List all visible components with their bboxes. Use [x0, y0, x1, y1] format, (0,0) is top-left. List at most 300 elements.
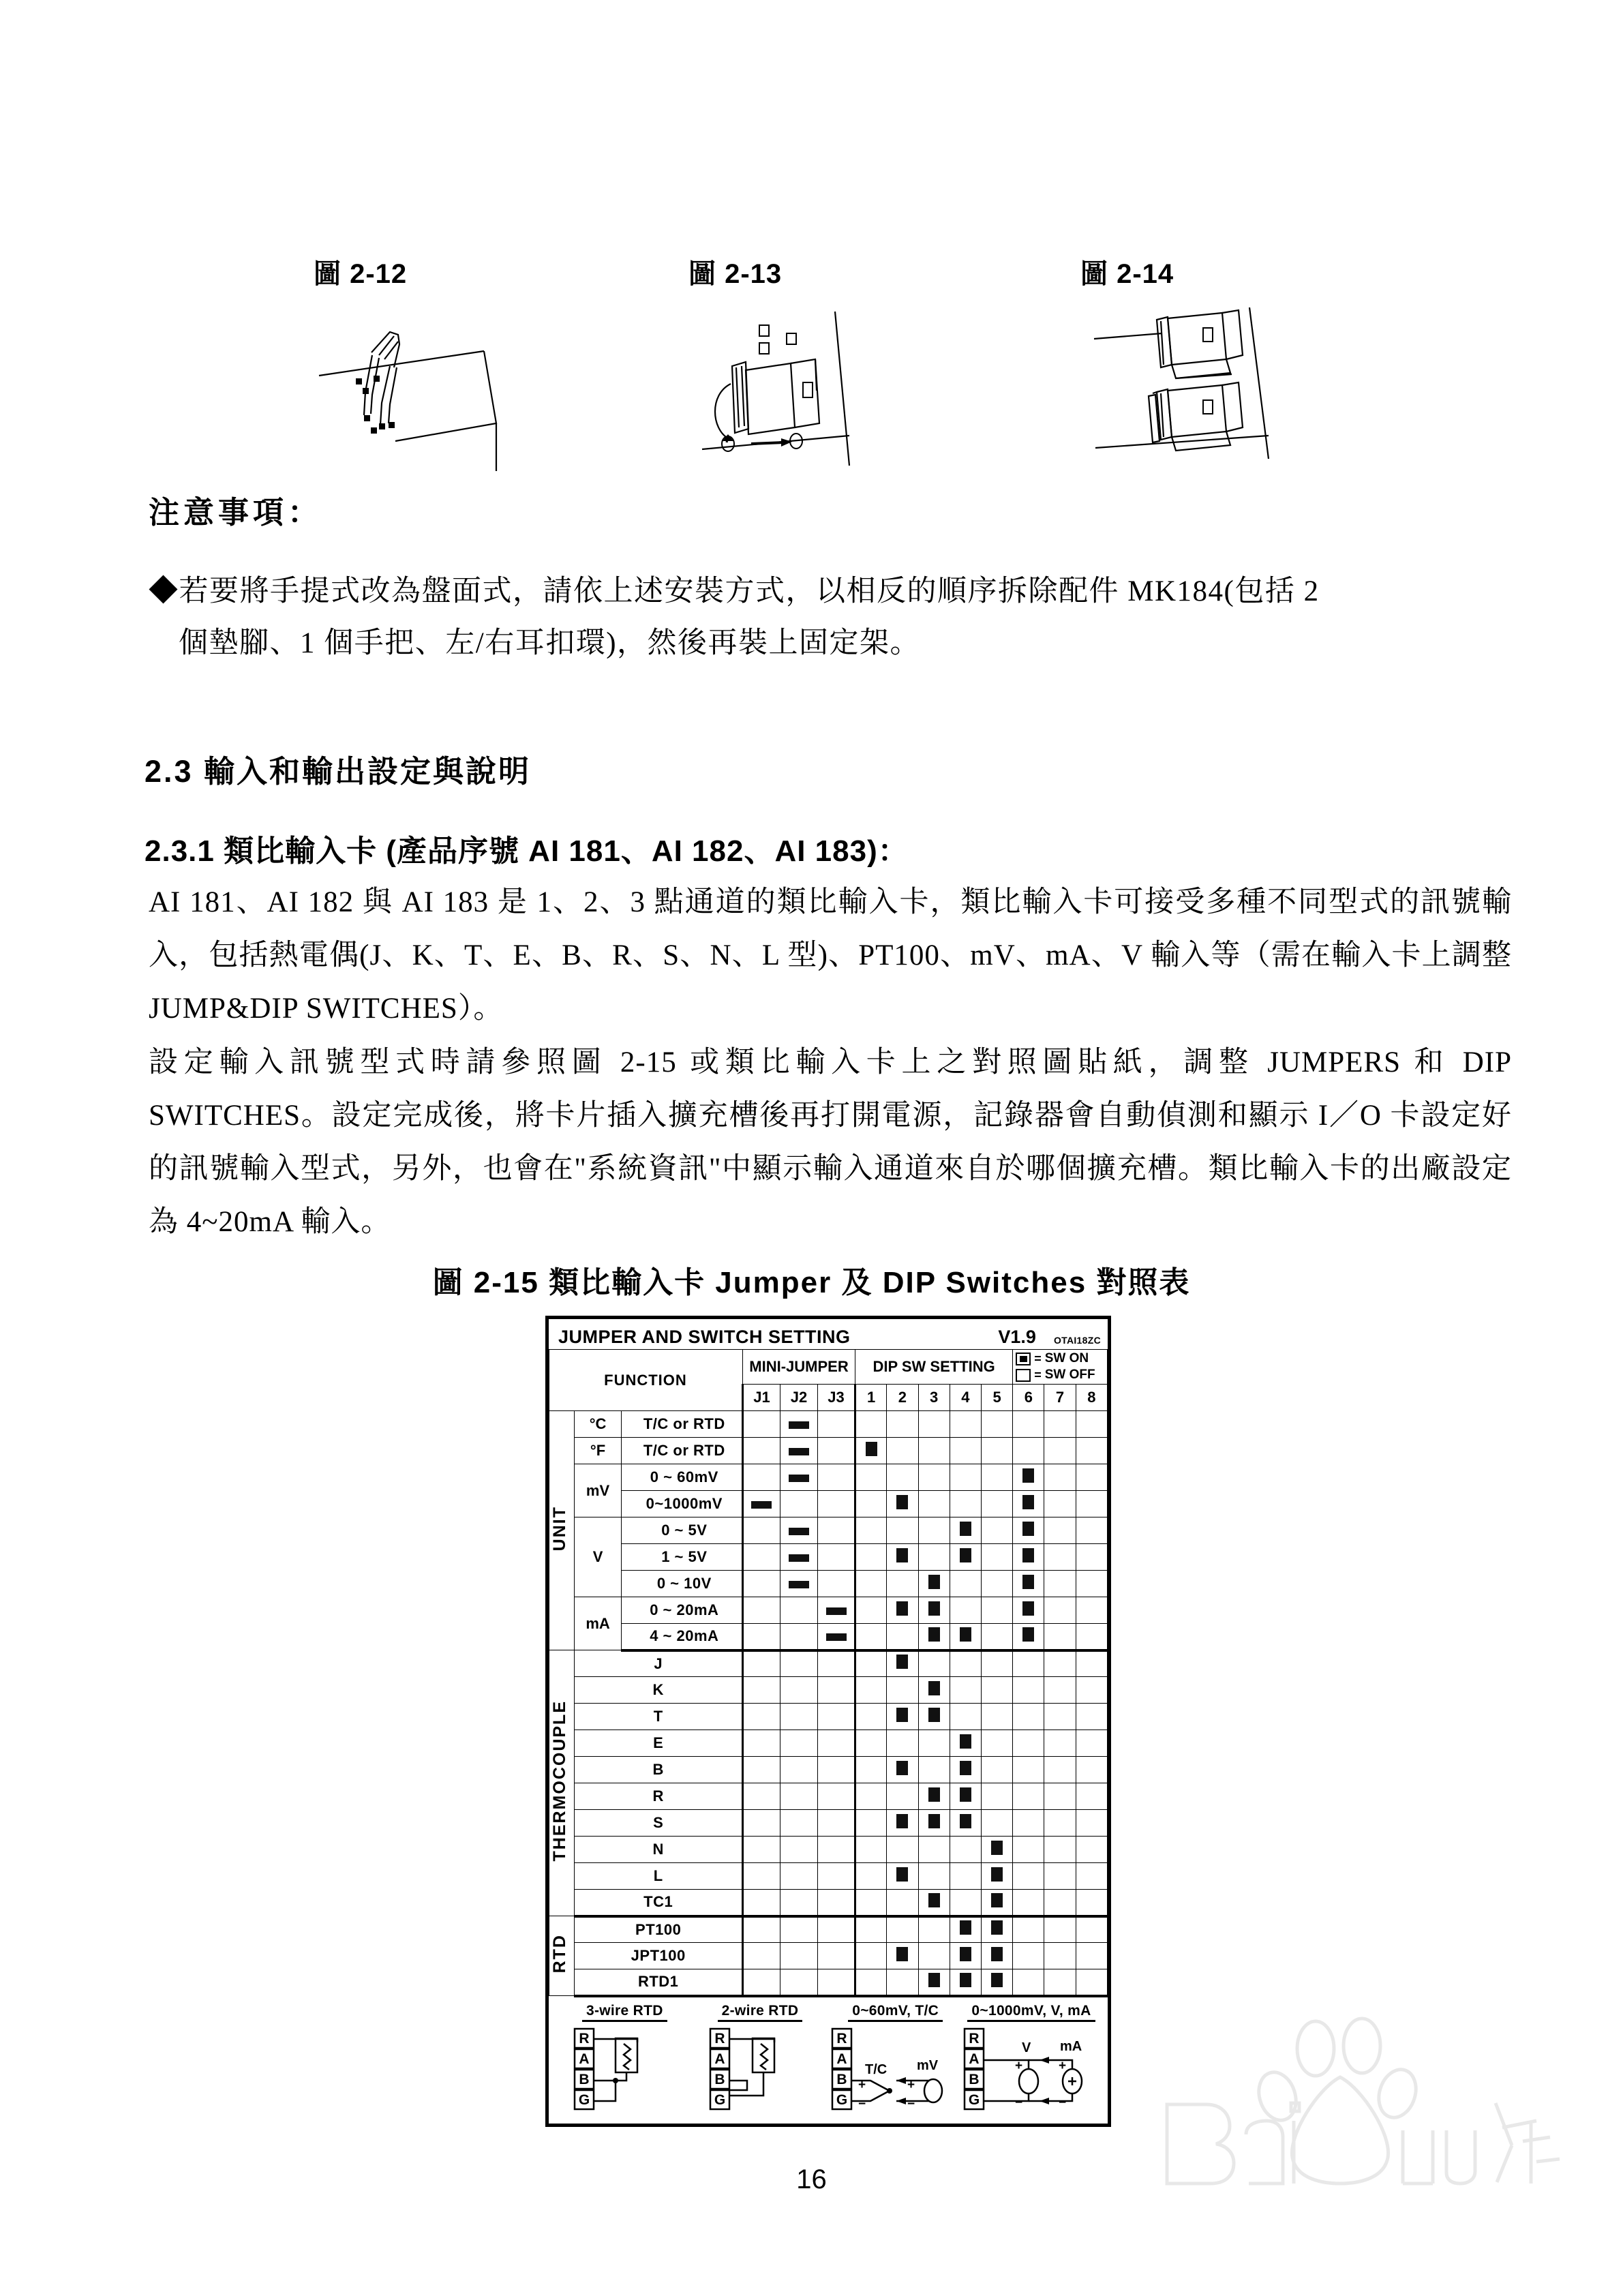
cell-j2	[780, 1438, 817, 1464]
cell-dip-4	[950, 1783, 981, 1810]
cell-dip-1	[855, 1650, 887, 1677]
switch-on-icon	[991, 1841, 1003, 1855]
cell-dip-1	[855, 1491, 887, 1517]
svg-text:mA: mA	[1060, 2038, 1082, 2054]
cell-dip-3	[918, 1890, 950, 1916]
cell-dip-6	[1013, 1411, 1044, 1438]
cell-dip-7	[1044, 1464, 1076, 1491]
switch-on-icon	[960, 1627, 971, 1642]
cell-dip-4	[950, 1730, 981, 1757]
group-cell-thermocouple	[549, 1650, 575, 1916]
cell-dip-4	[950, 1438, 981, 1464]
row-label: PT100	[575, 1916, 743, 1943]
voltage-current-input-icon	[963, 2027, 1099, 2117]
cell-dip-7	[1044, 1916, 1076, 1943]
cell-dip-8	[1076, 1517, 1107, 1544]
svg-text:+: +	[858, 2077, 866, 2092]
cell-j1	[742, 1863, 780, 1890]
wiring-diagram-label: 0~60mV, T/C	[848, 2003, 943, 2022]
table-row	[549, 1411, 1108, 1438]
cell-dip-7	[1044, 1624, 1076, 1650]
svg-text:A: A	[714, 2051, 725, 2067]
cell-dip-6	[1013, 1863, 1044, 1890]
cell-dip-2	[887, 1517, 918, 1544]
rtd-3wire-icon	[573, 2027, 676, 2117]
col-header-dip-4: 4	[950, 1385, 981, 1411]
col-header-j3: J3	[818, 1385, 855, 1411]
cell-dip-6	[1013, 1650, 1044, 1677]
cell-dip-8	[1076, 1464, 1107, 1491]
cell-j3	[818, 1916, 855, 1943]
cell-dip-8	[1076, 1730, 1107, 1757]
cell-j3	[818, 1624, 855, 1650]
chart-title: JUMPER AND SWITCH SETTING	[558, 1327, 851, 1347]
cell-dip-2	[887, 1916, 918, 1943]
switch-on-icon	[1022, 1601, 1034, 1616]
cell-dip-7	[1044, 1890, 1076, 1916]
svg-text:+: +	[1015, 2058, 1023, 2073]
cell-j1	[742, 1571, 780, 1597]
chart-title-bar	[549, 1319, 1108, 1349]
cell-dip-7	[1044, 1650, 1076, 1677]
cell-j2	[780, 1916, 817, 1943]
cell-j3	[818, 1597, 855, 1624]
table-header-row-1	[549, 1350, 1108, 1385]
cell-dip-1	[855, 1597, 887, 1624]
switch-on-icon	[928, 1575, 940, 1589]
chart-version: V1.9	[998, 1327, 1036, 1347]
table-row	[549, 1810, 1108, 1837]
row-label: B	[575, 1757, 743, 1783]
note-line-1: 若要將手提式改為盤面式，請依上述安裝方式，以相反的順序拆除配件 MK184(包括 2	[179, 575, 1320, 607]
cell-dip-8	[1076, 1571, 1107, 1597]
row-label: T	[575, 1704, 743, 1730]
cell-dip-1	[855, 1411, 887, 1438]
paragraph-2: 設定輸入訊號型式時請參照圖 2-15 或類比輸入卡上之對照圖貼紙，調整 JUMPERS 和 DIP SWITCHES。設定完成後，將卡片插入擴充槽後再打開電源，記錄器會自動偵測和顯示 I／O 卡設定好的訊號輸入型式，另外，也會在"系統資訊"中顯示輸入通道來自於哪個擴充槽。類比輸入卡的出廠設定為 4~20mA 輸入。	[149, 1046, 1512, 1238]
row-label: T/C or RTD	[621, 1411, 742, 1438]
wiring-diagram-label: 0~1000mV, V, mA	[967, 2003, 1095, 2022]
jumper-mark-icon	[826, 1633, 847, 1641]
tc-mv-input-icon	[831, 2027, 960, 2117]
figure-2-14-illustration	[1080, 307, 1326, 478]
switch-on-icon	[1022, 1627, 1034, 1642]
unit-sub-label: °F	[575, 1438, 621, 1464]
cell-dip-8	[1076, 1757, 1107, 1783]
switch-on-icon	[960, 1947, 971, 1961]
cell-dip-3	[918, 1464, 950, 1491]
switch-on-icon	[991, 1867, 1003, 1882]
switch-on-icon	[866, 1442, 877, 1456]
group-label: THERMOCOUPLE	[550, 1700, 570, 1862]
row-label: 4 ~ 20mA	[621, 1624, 742, 1650]
cell-j3	[818, 1890, 855, 1916]
cell-dip-1	[855, 1837, 887, 1863]
jumper-mark-icon	[789, 1528, 809, 1535]
cell-dip-7	[1044, 1783, 1076, 1810]
table-row	[549, 1730, 1108, 1757]
group-cell-rtd	[549, 1916, 575, 1996]
cell-j1	[742, 1464, 780, 1491]
cell-dip-4	[950, 1757, 981, 1783]
sw-legend	[1013, 1350, 1108, 1385]
group-label: RTD	[550, 1934, 570, 1974]
figure-2-12-illustration	[314, 307, 579, 471]
cell-dip-4	[950, 1491, 981, 1517]
svg-text:B: B	[969, 2071, 980, 2087]
svg-text:T/C: T/C	[864, 2061, 887, 2077]
switch-on-icon	[1022, 1468, 1034, 1483]
chart-part-code: OTAI18ZC	[1053, 1335, 1101, 1346]
cell-dip-8	[1076, 1624, 1107, 1650]
sw-on-icon	[1016, 1353, 1031, 1365]
table-row	[549, 1464, 1108, 1491]
cell-dip-8	[1076, 1837, 1107, 1863]
cell-j2	[780, 1491, 817, 1517]
cell-dip-4	[950, 1837, 981, 1863]
cell-dip-3	[918, 1571, 950, 1597]
svg-text:+: +	[1059, 2058, 1067, 2073]
wiring-diagram-area	[549, 1997, 1108, 2120]
cell-dip-5	[981, 1863, 1012, 1890]
cell-j2	[780, 1544, 817, 1571]
cell-dip-7	[1044, 1704, 1076, 1730]
paragraph-1: AI 181、AI 182 與 AI 183 是 1、2、3 點通道的類比輸入卡，類比輸入卡可接受多種不同型式的訊號輸入，包括熱電偶(J、K、T、E、B、R、S、N、L 型)、PT100、mV、mA、V 輸入等（需在輸入卡上調整 JUMP&DIP SWITCHES）。	[149, 886, 1512, 1025]
cell-dip-3	[918, 1624, 950, 1650]
cell-j1	[742, 1597, 780, 1624]
cell-dip-4	[950, 1544, 981, 1571]
note-body	[149, 566, 1505, 669]
table-row	[549, 1597, 1108, 1624]
cell-j3	[818, 1464, 855, 1491]
cell-dip-3	[918, 1783, 950, 1810]
jumper-switch-table	[549, 1349, 1108, 1997]
table-row	[549, 1438, 1108, 1464]
wiring-diagram-label: 3-wire RTD	[582, 2003, 667, 2022]
cell-j3	[818, 1517, 855, 1544]
cell-j3	[818, 1943, 855, 1969]
cell-dip-5	[981, 1969, 1012, 1996]
cell-dip-7	[1044, 1943, 1076, 1969]
cell-dip-5	[981, 1597, 1012, 1624]
wiring-diagram-3	[828, 2003, 963, 2117]
row-label: 1 ~ 5V	[621, 1544, 742, 1571]
table-row	[549, 1890, 1108, 1916]
cell-dip-2	[887, 1837, 918, 1863]
switch-on-icon	[1022, 1495, 1034, 1509]
cell-dip-3	[918, 1650, 950, 1677]
cell-dip-5	[981, 1544, 1012, 1571]
table-caption: 圖 2-15 類比輸入卡 Jumper 及 DIP Switches 對照表	[432, 1266, 1191, 1299]
cell-dip-2	[887, 1863, 918, 1890]
cell-j3	[818, 1677, 855, 1704]
switch-on-icon	[896, 1548, 908, 1562]
cell-j2	[780, 1411, 817, 1438]
cell-dip-7	[1044, 1730, 1076, 1757]
jumper-mark-icon	[789, 1475, 809, 1482]
wiring-diagram-1	[557, 2003, 693, 2117]
cell-dip-1	[855, 1571, 887, 1597]
cell-dip-5	[981, 1783, 1012, 1810]
cell-dip-6	[1013, 1837, 1044, 1863]
legend-off-eq: =	[1034, 1368, 1042, 1382]
cell-j1	[742, 1943, 780, 1969]
cell-dip-4	[950, 1943, 981, 1969]
svg-text:R: R	[969, 2030, 980, 2046]
table-row	[549, 1650, 1108, 1677]
switch-on-icon	[960, 1761, 971, 1775]
cell-dip-4	[950, 1677, 981, 1704]
svg-text:A: A	[969, 2051, 980, 2067]
cell-j1	[742, 1677, 780, 1704]
svg-text:R: R	[579, 2030, 590, 2046]
cell-j3	[818, 1837, 855, 1863]
jumper-mark-icon	[826, 1607, 847, 1615]
cell-j3	[818, 1544, 855, 1571]
cell-dip-6	[1013, 1943, 1044, 1969]
cell-dip-6	[1013, 1810, 1044, 1837]
cell-dip-3	[918, 1943, 950, 1969]
note-heading: 注意事項：	[149, 495, 323, 530]
cell-dip-6	[1013, 1624, 1044, 1650]
cell-j2	[780, 1730, 817, 1757]
cell-j1	[742, 1783, 780, 1810]
switch-on-icon	[960, 1548, 971, 1562]
legend-sw-on	[1016, 1351, 1089, 1366]
row-label: 0 ~ 10V	[621, 1571, 742, 1597]
cell-j2	[780, 1863, 817, 1890]
cell-j1	[742, 1650, 780, 1677]
switch-on-icon	[928, 1708, 940, 1722]
cell-dip-1	[855, 1517, 887, 1544]
wiring-diagram-label: 2-wire RTD	[718, 2003, 803, 2022]
svg-text:A: A	[836, 2051, 847, 2067]
table-row	[549, 1969, 1108, 1996]
cell-dip-1	[855, 1757, 887, 1783]
jumper-mark-icon	[789, 1448, 809, 1455]
cell-dip-7	[1044, 1491, 1076, 1517]
cell-dip-6	[1013, 1517, 1044, 1544]
cell-j1	[742, 1837, 780, 1863]
switch-on-icon	[928, 1973, 940, 1987]
cell-dip-8	[1076, 1810, 1107, 1837]
jumper-mark-icon	[789, 1581, 809, 1588]
switch-on-icon	[960, 1973, 971, 1987]
cell-dip-3	[918, 1916, 950, 1943]
cell-dip-7	[1044, 1438, 1076, 1464]
section-heading-2-3: 2.3 輸入和輸出設定與說明	[145, 754, 532, 789]
svg-text:B: B	[836, 2071, 847, 2087]
cell-dip-1	[855, 1890, 887, 1916]
cell-dip-5	[981, 1491, 1012, 1517]
row-label: 0 ~ 20mA	[621, 1597, 742, 1624]
switch-on-icon	[896, 1947, 908, 1961]
switch-on-icon	[960, 1734, 971, 1749]
cell-dip-2	[887, 1438, 918, 1464]
cell-dip-8	[1076, 1916, 1107, 1943]
table-row	[549, 1571, 1108, 1597]
cell-dip-4	[950, 1704, 981, 1730]
cell-dip-5	[981, 1650, 1012, 1677]
cell-j3	[818, 1863, 855, 1890]
cell-dip-8	[1076, 1704, 1107, 1730]
cell-dip-8	[1076, 1597, 1107, 1624]
page-number: 16	[796, 2164, 827, 2194]
cell-dip-5	[981, 1916, 1012, 1943]
switch-on-icon	[896, 1814, 908, 1828]
cell-j2	[780, 1943, 817, 1969]
cell-dip-6	[1013, 1677, 1044, 1704]
cell-dip-1	[855, 1863, 887, 1890]
table-row	[549, 1491, 1108, 1517]
cell-dip-2	[887, 1464, 918, 1491]
table-row	[549, 1837, 1108, 1863]
cell-dip-7	[1044, 1837, 1076, 1863]
cell-j3	[818, 1730, 855, 1757]
svg-text:R: R	[836, 2030, 847, 2046]
jumper-mark-icon	[789, 1554, 809, 1562]
figure-2-12	[314, 252, 579, 471]
cell-j1	[742, 1411, 780, 1438]
cell-dip-4	[950, 1411, 981, 1438]
jumper-mark-icon	[789, 1421, 809, 1429]
row-label: 0 ~ 5V	[621, 1517, 742, 1544]
cell-dip-3	[918, 1438, 950, 1464]
cell-dip-5	[981, 1624, 1012, 1650]
cell-dip-5	[981, 1704, 1012, 1730]
switch-on-icon	[960, 1920, 971, 1935]
switch-on-icon	[896, 1867, 908, 1882]
cell-j2	[780, 1677, 817, 1704]
cell-j2	[780, 1890, 817, 1916]
cell-j2	[780, 1969, 817, 1996]
cell-j1	[742, 1916, 780, 1943]
col-header-dip-5: 5	[981, 1385, 1012, 1411]
svg-text:G: G	[836, 2091, 847, 2108]
switch-on-icon	[1022, 1522, 1034, 1536]
cell-dip-3	[918, 1491, 950, 1517]
cell-dip-3	[918, 1757, 950, 1783]
cell-dip-6	[1013, 1730, 1044, 1757]
cell-dip-1	[855, 1730, 887, 1757]
cell-j3	[818, 1438, 855, 1464]
cell-dip-2	[887, 1411, 918, 1438]
switch-on-icon	[960, 1522, 971, 1536]
row-label: S	[575, 1810, 743, 1837]
cell-dip-6	[1013, 1916, 1044, 1943]
cell-j1	[742, 1890, 780, 1916]
col-header-j2: J2	[780, 1385, 817, 1411]
col-header-dip-7: 7	[1044, 1385, 1076, 1411]
row-label: L	[575, 1863, 743, 1890]
cell-dip-8	[1076, 1677, 1107, 1704]
cell-dip-1	[855, 1464, 887, 1491]
cell-j1	[742, 1810, 780, 1837]
cell-dip-4	[950, 1464, 981, 1491]
svg-text:G: G	[714, 2091, 726, 2108]
group-label: UNIT	[550, 1505, 570, 1552]
cell-j1	[742, 1704, 780, 1730]
cell-dip-2	[887, 1624, 918, 1650]
note-bullet: ◆	[149, 575, 179, 607]
cell-dip-6	[1013, 1464, 1044, 1491]
row-label: K	[575, 1677, 743, 1704]
cell-dip-3	[918, 1837, 950, 1863]
cell-dip-1	[855, 1544, 887, 1571]
cell-dip-3	[918, 1730, 950, 1757]
cell-dip-8	[1076, 1783, 1107, 1810]
cell-dip-1	[855, 1916, 887, 1943]
cell-dip-3	[918, 1704, 950, 1730]
cell-dip-5	[981, 1411, 1012, 1438]
cell-dip-4	[950, 1571, 981, 1597]
cell-dip-2	[887, 1704, 918, 1730]
cell-dip-7	[1044, 1597, 1076, 1624]
cell-j2	[780, 1704, 817, 1730]
cell-dip-5	[981, 1571, 1012, 1597]
switch-on-icon	[1022, 1575, 1034, 1589]
section-heading-2-3-1: 2.3.1 類比輸入卡 (產品序號 AI 181、AI 182、AI 183)：	[145, 834, 909, 868]
legend-on-label: SW ON	[1044, 1351, 1089, 1365]
legend-sw-off	[1016, 1368, 1095, 1383]
unit-sub-label: °C	[575, 1411, 621, 1438]
cell-dip-4	[950, 1890, 981, 1916]
cell-dip-3	[918, 1544, 950, 1571]
cell-dip-7	[1044, 1810, 1076, 1837]
svg-text:R: R	[714, 2030, 725, 2046]
cell-dip-7	[1044, 1677, 1076, 1704]
cell-j1	[742, 1438, 780, 1464]
cell-dip-1	[855, 1943, 887, 1969]
cell-dip-4	[950, 1810, 981, 1837]
cell-dip-7	[1044, 1863, 1076, 1890]
switch-on-icon	[991, 1947, 1003, 1961]
cell-dip-8	[1076, 1438, 1107, 1464]
rtd-2wire-icon	[709, 2027, 811, 2117]
cell-j2	[780, 1517, 817, 1544]
row-label: J	[575, 1650, 743, 1677]
cell-j3	[818, 1571, 855, 1597]
switch-on-icon	[896, 1708, 908, 1722]
col-header-dip-3: 3	[918, 1385, 950, 1411]
cell-dip-5	[981, 1837, 1012, 1863]
cell-j1	[742, 1730, 780, 1757]
figure-2-13	[688, 252, 907, 471]
cell-dip-1	[855, 1783, 887, 1810]
cell-dip-1	[855, 1810, 887, 1837]
header-dip-sw-setting: DIP SW SETTING	[855, 1350, 1013, 1385]
unit-sub-label: V	[575, 1517, 621, 1597]
cell-dip-6	[1013, 1544, 1044, 1571]
table-row	[549, 1943, 1108, 1969]
row-label: 0 ~ 60mV	[621, 1464, 742, 1491]
cell-dip-5	[981, 1757, 1012, 1783]
cell-dip-7	[1044, 1544, 1076, 1571]
cell-j3	[818, 1969, 855, 1996]
header-mini-jumper: MINI-JUMPER	[742, 1350, 855, 1385]
cell-j2	[780, 1810, 817, 1837]
col-header-dip-8: 8	[1076, 1385, 1107, 1411]
cell-j2	[780, 1650, 817, 1677]
col-header-dip-1: 1	[855, 1385, 887, 1411]
figure-2-13-caption: 圖 2-13	[688, 259, 783, 289]
cell-j3	[818, 1491, 855, 1517]
cell-dip-3	[918, 1677, 950, 1704]
cell-dip-3	[918, 1517, 950, 1544]
cell-dip-8	[1076, 1411, 1107, 1438]
table-row	[549, 1624, 1108, 1650]
legend-off-label: SW OFF	[1044, 1368, 1095, 1382]
row-label: RTD1	[575, 1969, 743, 1996]
